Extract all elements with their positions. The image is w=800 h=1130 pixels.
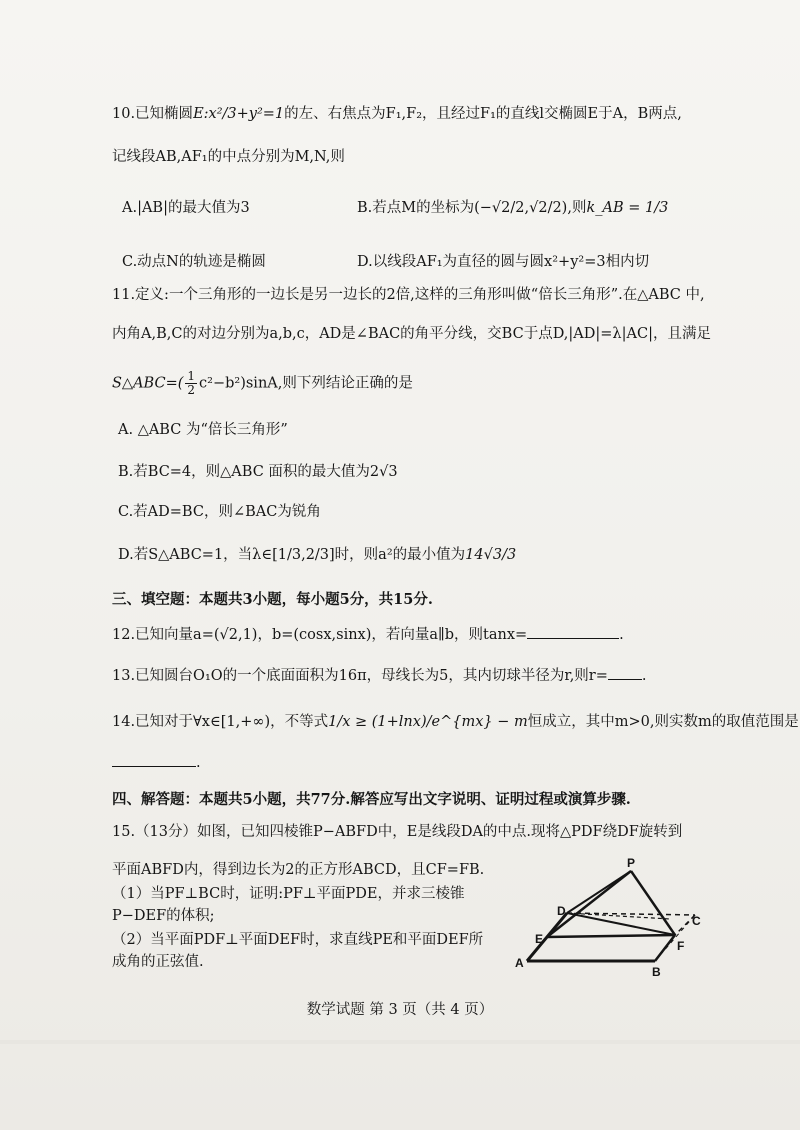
q11-option-b: B.若BC=4，则△ABC 面积的最大值为2√3 <box>118 464 398 480</box>
q13-answer-blank <box>608 665 642 680</box>
q11-line3: S△ABC=( $\frac{1}{2}$ c²−b²)sinA,则下列结论正确的是 <box>112 369 413 397</box>
q11-option-a: A. △ABC 为“倍长三角形” <box>118 422 288 438</box>
q11-line2: 内角A,B,C的对边分别为a,b,c，AD是∠BAC的角平分线，交BC于点D,|AD|=λ|AC|，且满足 <box>112 326 711 342</box>
q10-line1: 10.已知椭圆E:x²/3+y²=1的左、右焦点为F₁,F₂，且经过F₁的直线l交椭圆E于A，B两点, <box>112 106 682 122</box>
q15-line1: 15.（13分）如图，已知四棱锥P−ABFD中，E是线段DA的中点.现将△PDF绕DF旋转到 <box>112 824 683 840</box>
edge-df <box>567 913 675 935</box>
q14-answer-line: . <box>112 752 201 773</box>
q15-line2: 平面ABFD内，得到边长为2的正方形ABCD，且CF=FB. <box>112 862 485 878</box>
pyramid-figure <box>505 855 705 985</box>
label-d: D <box>557 904 566 918</box>
q10-option-b: B.若点M的坐标为(−√2/2,√2/2),则k_AB = 1/3 <box>357 200 669 216</box>
q10-option-d: D.以线段AF₁为直径的圆与圆x²+y²=3相内切 <box>357 254 650 270</box>
label-b: B <box>652 965 661 979</box>
edge-bc-dashed <box>655 915 695 961</box>
label-c: C <box>692 914 701 928</box>
q15-line4: P−DEF的体积; <box>112 908 215 924</box>
edge-bf <box>655 935 675 961</box>
edge-ef <box>547 935 675 937</box>
label-p: P <box>627 856 636 870</box>
label-e: E <box>535 932 544 946</box>
q15-line3: （1）当PF⊥BC时，证明:PF⊥平面PDE，并求三棱锥 <box>112 886 465 902</box>
edge-pf <box>631 871 675 935</box>
fraction-half: $\frac{1}{2}$ <box>187 369 196 397</box>
q14-line: 14.已知对于∀x∈[1,+∞)，不等式1/x ≥ (1+lnx)/e^{mx} − m恒成立，其中m>0,则实数m的取值范围是 <box>112 714 799 730</box>
q10-option-a: A.|AB|的最大值为3 <box>122 200 250 216</box>
q14-answer-blank <box>112 752 196 767</box>
scan-shadow <box>0 1040 800 1044</box>
label-a: A <box>515 956 524 970</box>
q15-line5: （2）当平面PDF⊥平面DEF时，求直线PE和平面DEF所 <box>112 932 484 948</box>
q12-line: 12.已知向量a=(√2,1)，b=(cosx,sinx)，若向量a∥b，则tanx= . <box>112 624 624 645</box>
q11-option-d: D.若S△ABC=1，当λ∈[1/3,2/3]时，则a²的最小值为14√3/3 <box>118 547 517 563</box>
edge-dc-dashed <box>567 913 695 915</box>
label-f: F <box>677 939 685 953</box>
q11-option-c: C.若AD=BC，则∠BAC为锐角 <box>118 504 321 520</box>
page-footer: 数学试题 第 3 页（共 4 页） <box>306 1002 494 1018</box>
q10-line2: 记线段AB,AF₁的中点分别为M,N,则 <box>112 149 345 165</box>
q10-option-c: C.动点N的轨迹是椭圆 <box>122 254 266 270</box>
q11-line1: 11.定义:一个三角形的一边长是另一边长的2倍,这样的三角形叫做“倍长三角形”.在△ABC 中, <box>112 287 705 303</box>
q13-line: 13.已知圆台O₁O的一个底面面积为16π，母线长为5，其内切球半径为r,则r= . <box>112 665 647 686</box>
q15-line6: 成角的正弦值. <box>112 954 204 970</box>
section-3-heading: 三、填空题：本题共3小题，每小题5分，共15分. <box>112 591 433 608</box>
q12-answer-blank <box>527 624 619 639</box>
section-4-heading: 四、解答题：本题共5小题，共77分.解答应写出文字说明、证明过程或演算步骤. <box>112 791 631 808</box>
